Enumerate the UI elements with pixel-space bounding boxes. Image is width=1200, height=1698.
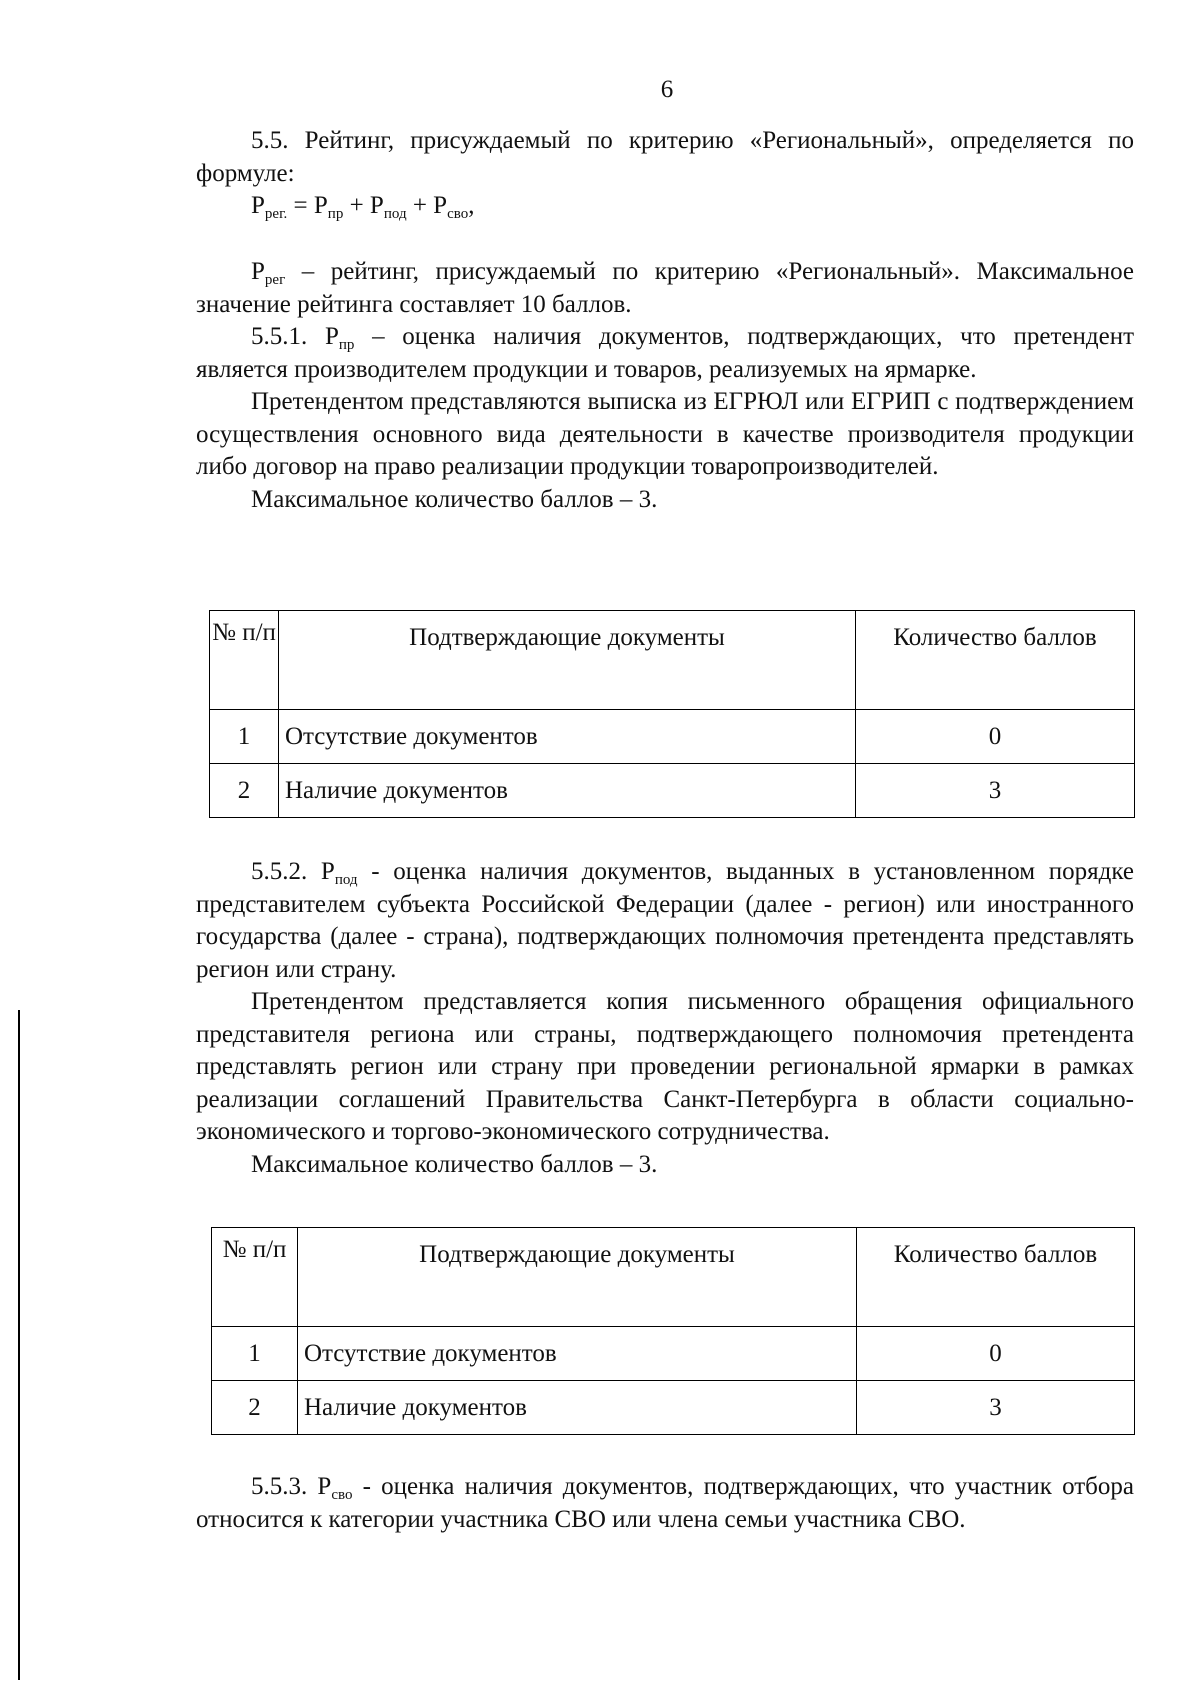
header-num: № п/п [212, 1228, 298, 1327]
scores-table-2 [211, 1227, 1135, 1435]
margin-line [18, 1010, 20, 1680]
cell-docs: Наличие документов [279, 764, 856, 818]
table-row [210, 710, 1135, 764]
section-5-5-text: 5.5. Рейтинг, присуждаемый по критерию «Региональный», определяется по формуле: [196, 127, 1134, 187]
table-row [212, 1381, 1135, 1435]
section-5-5 [196, 125, 1134, 223]
cell-num: 1 [210, 710, 279, 764]
header-docs: Подтверждающие документы [298, 1228, 857, 1327]
header-num: № п/п [210, 611, 279, 710]
rating-formula: $Р_{рег.} = Р_{пр} + Р_{под} + Р_{сво}$, [251, 192, 475, 222]
cell-num: 1 [212, 1327, 298, 1381]
table-row [210, 764, 1135, 818]
section-5-5-1: 5.5.1. $Р_{пр}$ – оценка наличия документов, подтверждающих, что претендент является производителем продукции и товаров, реализуемых на ярмарке. [196, 323, 1134, 383]
cell-num: 2 [210, 764, 279, 818]
page-number: 6 [660, 76, 674, 103]
cell-docs: Отсутствие документов [298, 1327, 857, 1381]
cell-score: 0 [857, 1327, 1135, 1381]
cell-score: 3 [857, 1381, 1135, 1435]
header-score: Количество баллов [856, 611, 1135, 710]
cell-docs: Отсутствие документов [279, 710, 856, 764]
header-score: Количество баллов [857, 1228, 1135, 1327]
section-5-5-3: 5.5.3. $Р_{сво}$ - оценка наличия документов, подтверждающих, что участник отбора относится к категории участника СВО или члена семьи участника СВО. [196, 1473, 1134, 1533]
header-docs: Подтверждающие документы [279, 611, 856, 710]
section-5-5-1-para2: Претендентом представляются выписка из ЕГРЮЛ или ЕГРИП с подтверждением осуществления основного вида деятельности в качестве производителя продукции либо договор на право реализации продукции товаропроизводителей. [196, 388, 1134, 480]
rating-definition: $Р_{рег}$ – рейтинг, присуждаемый по критерию «Региональный». Максимальное значение рейтинга составляет 10 баллов. 5.5.1. $Р_{пр}$ – оценка наличия документов, подтверждающих, что претендент является производителем продукции и товаров, реализуемых на ярмарке. Претендентом представляются выписка из ЕГРЮЛ или ЕГРИП с подтверждением осуществления основного вида деятельности в качестве производителя продукции либо договор на право реализации продукции товаропроизводителей. Максимальное количество баллов – 3. [196, 256, 1134, 516]
cell-score: 3 [856, 764, 1135, 818]
section-5-5-2: 5.5.2. $Р_{под}$ - оценка наличия документов, выданных в установленном порядке представителем субъекта Российской Федерации (далее - регион) или иностранного государства (далее - страна), подтверждающих полномочия претендента представлять регион или страну. Претендентом представляется копия письменного обращения официального представителя региона или страны, подтверждающего полномочия претендента представлять регион или страну при проведении региональной ярмарки в рамках реализации соглашений Правительства Санкт-Петербурга в области социально-экономического и торгово-экономического сотрудничества. Максимальное количество баллов – 3. [196, 856, 1134, 1181]
table-row [212, 1327, 1135, 1381]
cell-docs: Наличие документов [298, 1381, 857, 1435]
table-header-row [210, 611, 1135, 710]
scores-table-1 [209, 610, 1135, 818]
section-5-5-2-para2: Претендентом представляется копия письменного обращения официального представителя региона или страны, подтверждающего полномочия претендента представлять регион или страну при проведении региональной ярмарки в рамках реализации соглашений Правительства Санкт-Петербурга в области социально-экономического и торгово-экономического сотрудничества. [196, 988, 1134, 1145]
cell-score: 0 [856, 710, 1135, 764]
table-header-row [212, 1228, 1135, 1327]
cell-num: 2 [212, 1381, 298, 1435]
section-5-5-1-max: Максимальное количество баллов – 3. [251, 485, 658, 513]
section-5-5-2-max: Максимальное количество баллов – 3. [251, 1150, 658, 1178]
